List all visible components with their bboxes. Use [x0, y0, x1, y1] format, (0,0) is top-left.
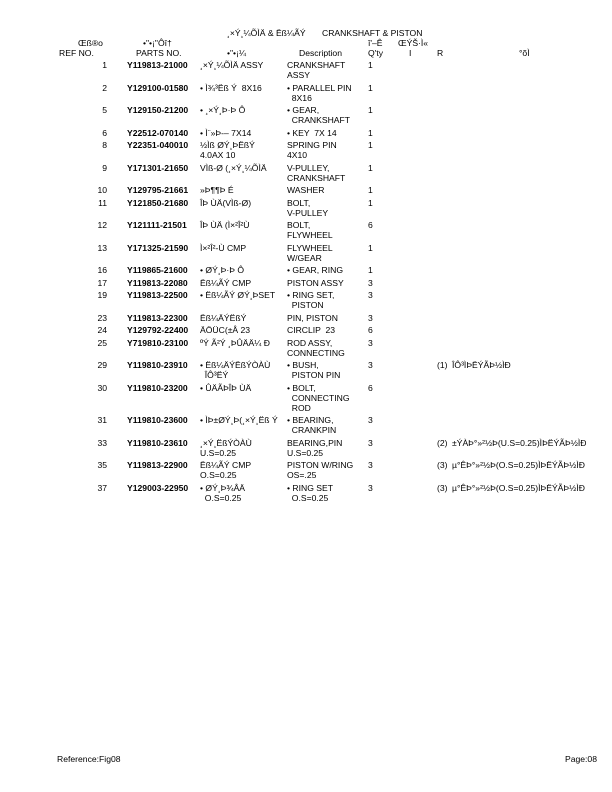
remark-code: (3) — [437, 460, 448, 470]
part-number: Y119813-21000 — [127, 60, 188, 70]
quantity: 1 — [368, 185, 373, 195]
quantity: 1 — [368, 105, 373, 115]
part-number: Y119813-22900 — [127, 460, 188, 470]
quantity: 1 — [368, 197, 373, 208]
part-number: Y119810-23610 — [127, 437, 188, 448]
part-description: • GEAR, CRANKSHAFT — [287, 105, 351, 125]
part-name-local: • ØÝ¸Þ·Þ Ô — [200, 265, 245, 275]
part-name-local: • Ëß¼ÃÝ ØÝ¸ÞSET — [200, 290, 276, 300]
part-number: Y129150-21200 — [127, 105, 189, 115]
part-name-local: • ØÝ¸Þ¾ÂÄ O.S=0.25 — [200, 482, 246, 503]
quantity: 3 — [368, 460, 373, 470]
part-number: Y119813-22080 — [127, 277, 188, 288]
ref-number: 17 — [97, 277, 107, 288]
quantity: 3 — [368, 337, 373, 348]
part-description: • GEAR, RING — [287, 265, 344, 275]
ref-number: 2 — [102, 82, 107, 93]
header-i: I — [409, 48, 412, 58]
header-part: PARTS NO. — [136, 48, 182, 58]
header-description: Description — [299, 48, 342, 58]
part-name-local: ½Ìß ØÝ¸ÞËßÝ 4.0AX 10 — [200, 140, 255, 160]
footer-page: Page:08 — [564, 754, 597, 764]
part-number: Y171301-21650 — [127, 162, 189, 173]
ref-number: 31 — [97, 415, 107, 425]
table-row — [0, 338, 612, 361]
ref-number: 24 — [97, 325, 107, 335]
part-description: FLYWHEEL W/GEAR — [287, 242, 333, 263]
table-row — [0, 265, 612, 278]
ref-number: 35 — [97, 460, 107, 470]
part-description: PISTON ASSY — [287, 277, 344, 288]
table-row — [0, 243, 612, 266]
part-number: Y119810-23910 — [127, 360, 188, 370]
quantity: 6 — [368, 325, 373, 335]
header-part-local: •"•¡"Ôî† — [143, 38, 172, 48]
part-description: • KEY 7X 14 — [287, 127, 337, 138]
part-number: Y129795-21661 — [127, 185, 189, 195]
part-name-local: ÄÖÜC(±Å 23 — [200, 325, 251, 335]
part-name-local: Ëß¼ÄÝËßÝ — [200, 312, 247, 323]
remark-text: µ°ÊÞ°»²½Þ(O.S=0.25)ÌÞËÝÃÞ½ÌÐ — [452, 482, 585, 493]
header-i-local: ŒÝŠ·Ì« — [398, 38, 429, 48]
title-local: ¸×Ý¸¼ÕÌÄ & Ëß¼ÃÝ — [227, 28, 306, 38]
part-name-local: • Ì¾³Ëß Ý 8X16 — [200, 82, 262, 93]
quantity: 3 — [368, 290, 373, 300]
quantity: 1 — [368, 140, 373, 150]
quantity: 6 — [368, 382, 373, 393]
part-description: PISTON W/RING OS=.25 — [287, 460, 354, 480]
ref-number: 29 — [97, 360, 107, 370]
part-name-local: ºÝ Ã²Ý ¸ÞÛÄÄ¼ Ð — [200, 337, 270, 348]
part-number: Y119810-23200 — [127, 382, 188, 393]
ref-number: 25 — [97, 337, 107, 348]
ref-number: 9 — [102, 162, 107, 173]
quantity: 3 — [368, 482, 373, 493]
part-number: Y171325-21590 — [127, 242, 189, 253]
ref-number: 6 — [102, 127, 107, 138]
part-description: CIRCLIP 23 — [287, 325, 336, 335]
table-row — [0, 290, 612, 313]
table-row — [0, 185, 612, 198]
remark-text: ÎÔ³ÌÞËÝÃÞ½ÌÐ — [452, 360, 511, 370]
table-row — [0, 278, 612, 291]
quantity: 3 — [368, 437, 373, 448]
table-row — [0, 60, 612, 83]
ref-number: 23 — [97, 312, 107, 323]
table-row — [0, 163, 612, 186]
parts-table — [0, 60, 612, 505]
part-number: Y22512-070140 — [127, 127, 189, 138]
part-number: Y119813-22500 — [127, 290, 188, 300]
part-description: BOLT, FLYWHEEL — [287, 220, 333, 240]
ref-number: 16 — [97, 265, 107, 275]
part-number: Y129792-22400 — [127, 325, 189, 335]
ref-number: 1 — [102, 60, 107, 70]
part-description: BOLT, V-PULLEY — [287, 197, 329, 218]
part-description: WASHER — [287, 185, 325, 195]
quantity: 1 — [368, 162, 373, 173]
part-number: Y119810-23600 — [127, 415, 188, 425]
ref-number: 5 — [102, 105, 107, 115]
part-name-local: VÌß-Ø (¸×Ý¸¼ÕÌÄ — [200, 162, 267, 173]
ref-number: 10 — [97, 185, 107, 195]
quantity: 1 — [368, 242, 373, 253]
part-name-local: Ì×²Î²-Ù CMP — [200, 242, 247, 253]
part-description: • BUSH, PISTON PIN — [287, 360, 341, 380]
table-row — [0, 383, 612, 416]
part-name-local: • Ì¨»Þ-– 7X14 — [200, 127, 252, 138]
quantity: 1 — [368, 127, 373, 138]
part-name-local: ÎÞ ÙÄ(VÌß-Ø) — [200, 197, 252, 208]
part-name-local: • Ëß¼ÄÝËßÝÒÀÙ ÎÔ³ËÝ — [200, 360, 271, 380]
part-description: • PARALLEL PIN 8X16 — [287, 82, 352, 103]
part-name-local: • ÌÞ±ØÝ¸Þ(¸×Ý¸Ëß Ý — [200, 415, 278, 425]
part-number: Y119813-22300 — [127, 312, 188, 323]
ref-number: 19 — [97, 290, 107, 300]
part-name-local: Ëß¼ÃÝ CMP — [200, 277, 252, 288]
part-number: Y119865-21600 — [127, 265, 188, 275]
header-ref-local: Œß®o — [78, 38, 103, 48]
part-description: CRANKSHAFT ASSY — [287, 60, 346, 80]
header-remark: °õÌ — [519, 48, 530, 58]
part-name-local: »Þ¶¶Þ É — [200, 185, 234, 195]
table-row — [0, 313, 612, 326]
table-row — [0, 483, 612, 506]
part-description: SPRING PIN 4X10 — [287, 140, 337, 160]
part-name-local: ¸×Ý¸¼ÕÌÄ ASSY — [200, 60, 264, 70]
part-name-local: • ÛÄÃÞÎÞ ÙÄ — [200, 382, 252, 393]
part-number: Y129100-01580 — [127, 82, 189, 93]
ref-number: 37 — [97, 482, 107, 493]
header-qty-local: î'–Ê — [368, 38, 383, 48]
part-description: BEARING,PIN U.S=0.25 — [287, 437, 343, 458]
table-header — [0, 38, 612, 60]
header-qty: Q'ty — [368, 48, 384, 58]
quantity: 1 — [368, 82, 373, 93]
ref-number: 30 — [97, 382, 107, 393]
table-row — [0, 325, 612, 338]
table-row — [0, 198, 612, 221]
ref-number: 8 — [102, 140, 107, 150]
table-row — [0, 83, 612, 106]
remark-code: (3) — [437, 482, 448, 493]
remark-text: ±ÝÀÞ°»²½Þ(U.S=0.25)ÌÞËÝÃÞ½ÌÐ — [452, 437, 587, 448]
quantity: 3 — [368, 312, 373, 323]
part-number: Y129003-22950 — [127, 482, 189, 493]
table-row — [0, 360, 612, 383]
part-number: Y719810-23100 — [127, 337, 189, 348]
table-row — [0, 105, 612, 128]
quantity: 1 — [368, 60, 373, 70]
part-name-local: ÎÞ ÙÄ (Ì×²Î²Ù — [200, 220, 250, 230]
quantity: 3 — [368, 360, 373, 370]
table-row — [0, 128, 612, 141]
part-description: PIN, PISTON — [287, 312, 338, 323]
table-row — [0, 140, 612, 163]
ref-number: 11 — [98, 197, 107, 208]
part-name-local: • ¸×Ý¸Þ·Þ Ô — [200, 105, 246, 115]
remark-code: (1) — [437, 360, 448, 370]
title-english: CRANKSHAFT & PISTON — [322, 28, 423, 38]
header-name-local: •"•¡¼ — [227, 48, 247, 58]
part-name-local: ¸×Ý¸ËßÝÒÀÙ U.S=0.25 — [200, 437, 252, 458]
part-name-local: Ëß¼ÃÝ CMP O.S=0.25 — [200, 460, 252, 480]
quantity: 3 — [368, 277, 373, 288]
part-description: ROD ASSY, CONNECTING — [287, 337, 345, 358]
table-row — [0, 438, 612, 461]
quantity: 3 — [368, 415, 373, 425]
ref-number: 33 — [97, 437, 107, 448]
footer-reference: Reference:Fig08 — [57, 754, 121, 764]
part-description: • BOLT, CONNECTING ROD — [287, 382, 350, 413]
table-row — [0, 415, 612, 438]
header-r: R — [437, 48, 444, 58]
quantity: 1 — [368, 265, 373, 275]
remark-code: (2) — [437, 437, 448, 448]
remark-text: µ°ÊÞ°»²½Þ(O.S=0.25)ÌÞËÝÃÞ½ÌÐ — [452, 460, 585, 470]
part-description: • BEARING, CRANKPIN — [287, 415, 337, 435]
header-ref: REF NO. — [59, 48, 94, 58]
part-number: Y22351-040010 — [127, 140, 189, 150]
ref-number: 12 — [97, 220, 107, 230]
ref-number: 13 — [97, 242, 107, 253]
part-number: Y121111-21501 — [127, 220, 187, 230]
part-number: Y121850-21680 — [127, 197, 189, 208]
quantity: 6 — [368, 220, 373, 230]
table-row — [0, 460, 612, 483]
part-description: • RING SET O.S=0.25 — [287, 482, 333, 503]
part-description: • RING SET, PISTON — [287, 290, 335, 310]
part-description: V-PULLEY, CRANKSHAFT — [287, 162, 346, 183]
table-row — [0, 220, 612, 243]
